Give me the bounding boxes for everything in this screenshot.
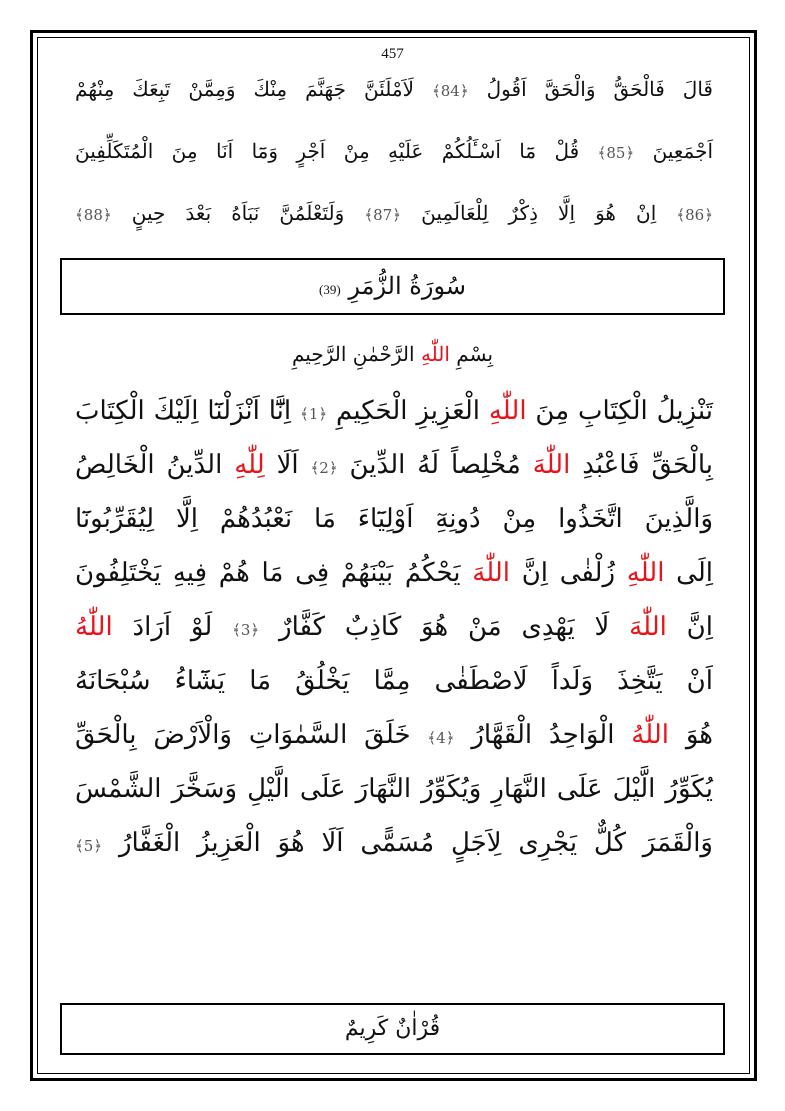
divine-name: اللّٰهَ <box>532 450 571 480</box>
verse-text: الرَّحْمٰنِ الرَّحِيمِ <box>291 342 421 366</box>
verse-text: اَجْمَعِينَ <box>634 139 714 163</box>
verse-line <box>75 553 713 593</box>
verse-text: لَا يَهْدِى مَنْ هُوَ كَاذِبٌ كَفَّارٌ <box>259 612 630 642</box>
page-number: 457 <box>381 46 404 62</box>
verse-text: وَالْقَمَرَ كُلٌّ يَجْرِى لِاَجَلٍ مُسَمًّى اَلَا هُوَ الْعَزِيزُ الْغَفَّارُ <box>102 828 713 858</box>
surah-name: سُورَةُ الزُّمَرِ <box>348 272 466 300</box>
verse-text: خَلَقَ السَّمٰوَاتِ وَالْاَرْضَ بِالْحَقِّ <box>75 720 428 750</box>
verse-text: اِنَّ <box>666 612 714 642</box>
verse-text: اِلَى <box>664 558 713 588</box>
verse-text: اِنَّٓا اَنْزَلْنَٓا اِلَيْكَ الْكِتَابَ <box>75 396 301 426</box>
verse-number-marker: ﴿88﴾ <box>75 206 112 224</box>
verse-text: بِالْحَقِّ فَاعْبُدِ <box>570 450 713 480</box>
verse-line <box>75 136 713 166</box>
verse-number-marker: ﴿4﴾ <box>427 729 455 747</box>
verse-number-marker: ﴿84﴾ <box>431 82 469 100</box>
verse-text: مُخْلِصاً لَهُ الدِّينَ <box>337 450 533 480</box>
verse-line <box>75 661 713 701</box>
surah-number: (39) <box>319 282 341 297</box>
divine-name: اللّٰهِ <box>420 342 450 366</box>
verse-line <box>75 391 713 431</box>
verse-number-marker: ﴿3﴾ <box>232 621 260 639</box>
verse-text: قُلْ مَٓا اَسْـَٔلُكُمْ عَلَيْهِ مِنْ اَجْرٍ وَمَٓا اَنَا مِنَ الْمُتَكَلِّفِينَ <box>75 139 598 163</box>
basmala <box>0 342 785 366</box>
verse-line <box>75 607 713 647</box>
verse-text: وَالَّذِينَ اتَّخَذُوا مِنْ دُونِهِٓ اَوْلِيَٓاءَ مَا نَعْبُدُهُمْ اِلَّا لِيُقَرِّبُونَٓا <box>75 504 713 534</box>
verse-line <box>75 823 713 863</box>
verse-text: اَلَا <box>264 450 311 480</box>
verse-text: قَالَ فَالْحَقُّ وَالْحَقَّ اَقُولُ <box>468 77 713 101</box>
verse-line <box>75 769 713 809</box>
verse-text: يَحْكُمُ بَيْنَهُمْ فِى مَا هُمْ فِيهِ يَخْتَلِفُونَ <box>75 558 473 588</box>
verse-text: يُكَوِّرُ الَّيْلَ عَلَى النَّهَارِ وَيُكَوِّرُ النَّهَارَ عَلَى الَّيْلِ وَسَخَّرَ الشَّمْسَ <box>75 774 713 804</box>
verse-text: تَنْزِيلُ الْكِتَابِ مِنَ <box>526 396 713 426</box>
footer-box <box>60 1003 725 1055</box>
verse-text: الدِّينُ الْخَالِصُ <box>75 450 235 480</box>
verse-text: زُلْفٰى اِنَّ <box>509 558 627 588</box>
footer-title: قُرْاٰنٌ كَرِيمٌ <box>344 1016 441 1041</box>
verse-text: اَنْ يَتَّخِذَ وَلَداً لَاصْطَفٰى مِمَّا يَخْلُقُ مَا يَشَٓاءُ سُبْحَانَهُ <box>75 666 713 696</box>
divine-name: اللّٰهِ <box>488 396 527 426</box>
verse-number-marker: ﴿85﴾ <box>597 144 635 162</box>
verse-text: وَلَتَعْلَمُنَّ نَبَاَهُ بَعْدَ حِينٍ <box>111 201 365 225</box>
verse-text: الْوَاحِدُ الْقَهَّارُ <box>454 720 632 750</box>
divine-name: اللّٰهُ <box>75 612 113 642</box>
verse-number-marker: ﴿1﴾ <box>300 405 328 423</box>
divine-name: اللّٰهَ <box>472 558 510 588</box>
divine-name: لِلّٰهِ <box>234 450 265 480</box>
verse-text: لَاَمْلَئَنَّ جَهَنَّمَ مِنْكَ وَمِمَّنْ تَبِعَكَ مِنْهُمْ <box>75 77 432 101</box>
divine-name: اللّٰهَ <box>629 612 667 642</box>
verse-text: لَوْ اَرَادَ <box>112 612 233 642</box>
verse-line <box>75 715 713 755</box>
verse-line <box>75 198 713 228</box>
verse-number-marker: ﴿86﴾ <box>676 206 713 224</box>
verse-line <box>75 499 713 539</box>
verse-text: اِنْ هُوَ اِلَّا ذِكْرٌ لِلْعَالَمِينَ <box>401 201 677 225</box>
verse-line <box>75 74 713 104</box>
divine-name: اللّٰهُ <box>631 720 669 750</box>
verse-number-marker: ﴿2﴾ <box>310 459 338 477</box>
verse-line <box>75 445 713 485</box>
verse-text: هُوَ <box>669 720 713 750</box>
verse-number-marker: ﴿5﴾ <box>75 837 103 855</box>
verse-number-marker: ﴿87﴾ <box>364 206 402 224</box>
verse-text: الْعَزِيزِ الْحَكِيمِ <box>327 396 489 426</box>
surah-title-box <box>60 258 725 315</box>
divine-name: اللّٰهِ <box>626 558 665 588</box>
verse-text: بِسْمِ <box>449 342 494 366</box>
